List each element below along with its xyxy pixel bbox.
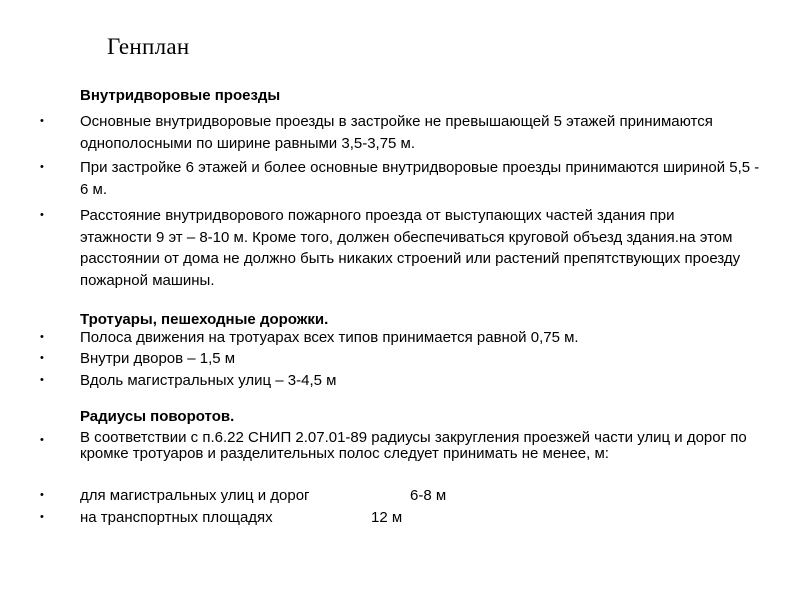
- list-item-text: Вдоль магистральных улиц – 3-4,5 м: [80, 372, 337, 389]
- radius-row: [80, 507, 760, 529]
- list-item-text: Основные внутридворовые проезды в застройке не превышающей 5 этажей принимаются однополосными по ширине равными 3,5-3,75 м.: [80, 113, 713, 152]
- bullet-icon: •: [40, 434, 44, 446]
- bullet-icon: •: [40, 331, 44, 343]
- bullet-icon: •: [40, 352, 44, 364]
- bullet-icon: •: [40, 115, 44, 127]
- bullet-icon: •: [40, 489, 44, 501]
- bullet-icon: •: [40, 161, 44, 173]
- list-item-text: Внутри дворов – 1,5 м: [80, 350, 236, 367]
- radius-row-label: для магистральных улиц и дорог: [80, 487, 310, 504]
- bullet-icon: •: [40, 209, 44, 221]
- bullet-icon: •: [40, 374, 44, 386]
- list-item-text: Расстояние внутридворового пожарного проезда от выступающих частей здания при этажности 9 эт – 8-10 м. Кроме того, должен обеспечиваться круговой объезд здания.на этом расстоянии от дома не должно быть никаких строений или растений препятствующих проезду пожарной машины.: [80, 207, 741, 289]
- bullet-icon: •: [40, 511, 44, 523]
- section-heading-sidewalks: Тротуары, пешеходные дорожки.: [80, 311, 329, 328]
- radius-row-value: 12 м: [371, 509, 403, 526]
- radius-row-value: 6-8 м: [410, 487, 447, 504]
- slide-title: Генплан: [107, 34, 190, 59]
- list-item-text: При застройке 6 этажей и более основные внутридворовые проезды принимаются шириной 5,5 - 6 м.: [80, 159, 760, 198]
- list-item-text: Полоса движения на тротуарах всех типов принимается равной 0,75 м.: [80, 329, 579, 346]
- list-item-text: В соответствии с п.6.22 СНИП 2.07.01-89 радиусы закругления проезжей части улиц и дорог по кромке тротуаров и разделительных полос следует принимать не менее, м:: [80, 429, 747, 462]
- radius-row: [80, 485, 760, 507]
- radius-row-label: на транспортных площадях: [80, 509, 273, 526]
- section-heading-turn-radii: Радиусы поворотов.: [80, 408, 235, 425]
- section-heading-driveways: Внутридворовые проезды: [80, 87, 281, 104]
